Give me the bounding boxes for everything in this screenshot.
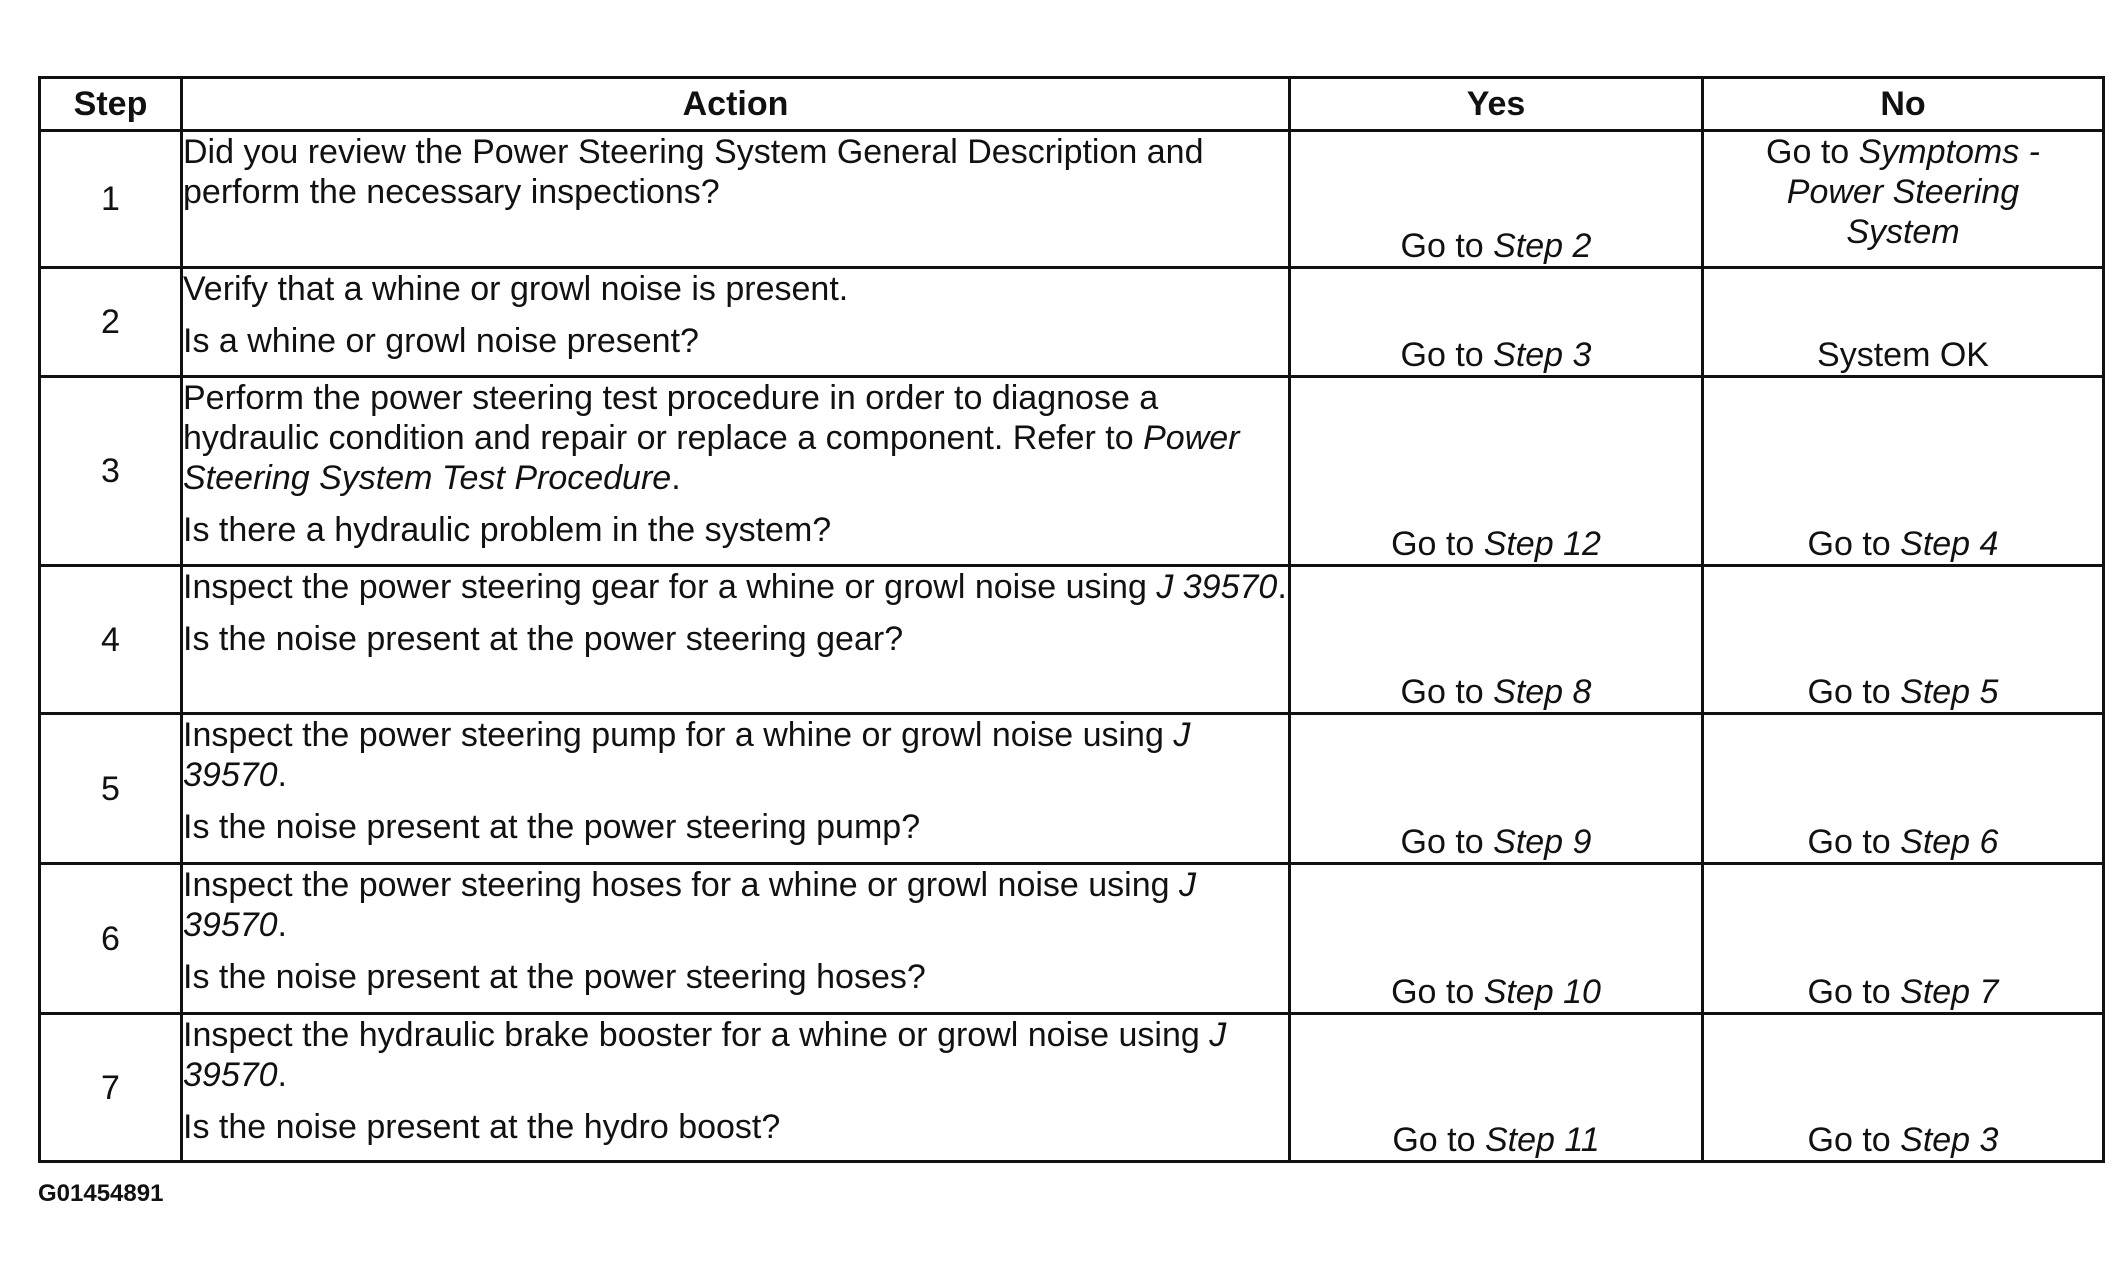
no-result-text: System OK <box>1817 336 1989 374</box>
step-number: 5 <box>40 714 182 864</box>
tool-reference-link[interactable]: J 39570 <box>183 716 1191 794</box>
table-row <box>40 131 2104 268</box>
action-cell <box>182 864 1290 1014</box>
action-cell <box>182 131 1290 268</box>
step-number: 4 <box>40 566 182 714</box>
table-row <box>40 377 2104 566</box>
no-symptoms-link[interactable]: Symptoms - Power Steering System <box>1786 133 2040 251</box>
no-cell <box>1703 268 2104 377</box>
header-step: Step <box>40 78 182 131</box>
no-prefix: Go to <box>1807 1121 1901 1159</box>
tool-reference-link[interactable]: J 39570 <box>183 866 1196 944</box>
step-number: 3 <box>40 377 182 566</box>
no-step-link[interactable]: Step 4 <box>1900 525 1999 563</box>
yes-step-link[interactable]: Step 3 <box>1493 336 1592 374</box>
table-row <box>40 714 2104 864</box>
no-prefix: Go to <box>1766 133 1859 171</box>
tool-reference-link[interactable]: J 39570 <box>183 1016 1227 1094</box>
yes-cell <box>1290 268 1703 377</box>
action-text: Verify that a whine or growl noise is present. <box>183 270 849 308</box>
no-cell <box>1703 566 2104 714</box>
yes-cell <box>1290 1014 1703 1162</box>
yes-step-link[interactable]: Step 8 <box>1493 673 1592 711</box>
yes-prefix: Go to <box>1400 823 1494 861</box>
yes-step-link[interactable]: Step 10 <box>1483 973 1601 1011</box>
yes-step-link[interactable]: Step 11 <box>1484 1121 1600 1159</box>
action-suffix: . <box>277 1056 287 1094</box>
table-row <box>40 566 2104 714</box>
yes-prefix: Go to <box>1391 525 1484 563</box>
tool-reference-link[interactable]: J 39570 <box>1156 568 1278 606</box>
action-suffix: . <box>277 906 287 944</box>
no-prefix: Go to <box>1807 673 1901 711</box>
yes-prefix: Go to <box>1392 1121 1485 1159</box>
action-suffix: . <box>1277 568 1287 606</box>
action-cell <box>182 377 1290 566</box>
yes-cell <box>1290 377 1703 566</box>
figure-id: G01454891 <box>38 1180 164 1207</box>
action-text: Inspect the power steering hoses for a whine or growl noise using <box>183 866 1179 904</box>
yes-step-link[interactable]: Step 9 <box>1493 823 1592 861</box>
action-question: Is there a hydraulic problem in the system? <box>183 511 832 549</box>
yes-prefix: Go to <box>1400 336 1494 374</box>
no-step-link[interactable]: Step 6 <box>1900 823 1999 861</box>
no-cell <box>1703 714 2104 864</box>
step-number: 6 <box>40 864 182 1014</box>
table-row <box>40 268 2104 377</box>
action-question: Is the noise present at the power steering gear? <box>183 620 904 658</box>
action-question: Is the noise present at the hydro boost? <box>183 1108 781 1146</box>
step-number: 1 <box>40 131 182 268</box>
no-prefix: Go to <box>1807 823 1901 861</box>
yes-step-link[interactable]: Step 12 <box>1483 525 1601 563</box>
action-text-paragraph <box>183 378 1288 498</box>
yes-cell <box>1290 131 1703 268</box>
action-question: Is a whine or growl noise present? <box>183 322 699 360</box>
no-step-link[interactable]: Step 3 <box>1900 1121 1999 1159</box>
diagnostic-table <box>38 76 2105 1163</box>
no-prefix: Go to <box>1807 973 1901 1011</box>
yes-prefix: Go to <box>1391 973 1484 1011</box>
table-row <box>40 1014 2104 1162</box>
table-row <box>40 864 2104 1014</box>
yes-prefix: Go to <box>1400 227 1494 265</box>
action-cell <box>182 714 1290 864</box>
step-number: 7 <box>40 1014 182 1162</box>
no-cell <box>1703 377 2104 566</box>
header-no: No <box>1703 78 2104 131</box>
header-yes: Yes <box>1290 78 1703 131</box>
action-suffix: . <box>671 459 681 497</box>
action-text-paragraph <box>183 567 1288 607</box>
action-text-paragraph <box>183 1015 1288 1095</box>
yes-step-link[interactable]: Step 2 <box>1493 227 1592 265</box>
no-cell <box>1703 864 2104 1014</box>
no-cell <box>1703 1014 2104 1162</box>
no-step-link[interactable]: Step 5 <box>1900 673 1999 711</box>
action-text-paragraph <box>183 715 1288 795</box>
header-row <box>40 78 2104 131</box>
action-cell <box>182 566 1290 714</box>
yes-cell <box>1290 864 1703 1014</box>
yes-cell <box>1290 566 1703 714</box>
no-cell <box>1703 131 2104 268</box>
action-cell <box>182 268 1290 377</box>
action-text: Inspect the hydraulic brake booster for a whine or growl noise using <box>183 1016 1210 1054</box>
action-text: Inspect the power steering pump for a whine or growl noise using <box>183 716 1174 754</box>
action-text: Did you review the Power Steering System General Description and perform the necessary inspections? <box>183 133 1204 211</box>
action-text-paragraph <box>183 865 1288 945</box>
action-question: Is the noise present at the power steering hoses? <box>183 958 926 996</box>
yes-prefix: Go to <box>1400 673 1494 711</box>
no-prefix: Go to <box>1807 525 1901 563</box>
yes-cell <box>1290 714 1703 864</box>
action-text: Inspect the power steering gear for a whine or growl noise using <box>183 568 1157 606</box>
action-suffix: . <box>277 756 287 794</box>
header-action: Action <box>182 78 1290 131</box>
step-number: 2 <box>40 268 182 377</box>
action-question: Is the noise present at the power steering pump? <box>183 808 921 846</box>
action-cell <box>182 1014 1290 1162</box>
action-text: Perform the power steering test procedure in order to diagnose a hydraulic condition and repair or replace a component. Refer to <box>183 379 1159 457</box>
action-reference-link[interactable]: Power Steering System Test Procedure <box>183 419 1240 497</box>
no-step-link[interactable]: Step 7 <box>1900 973 1999 1011</box>
